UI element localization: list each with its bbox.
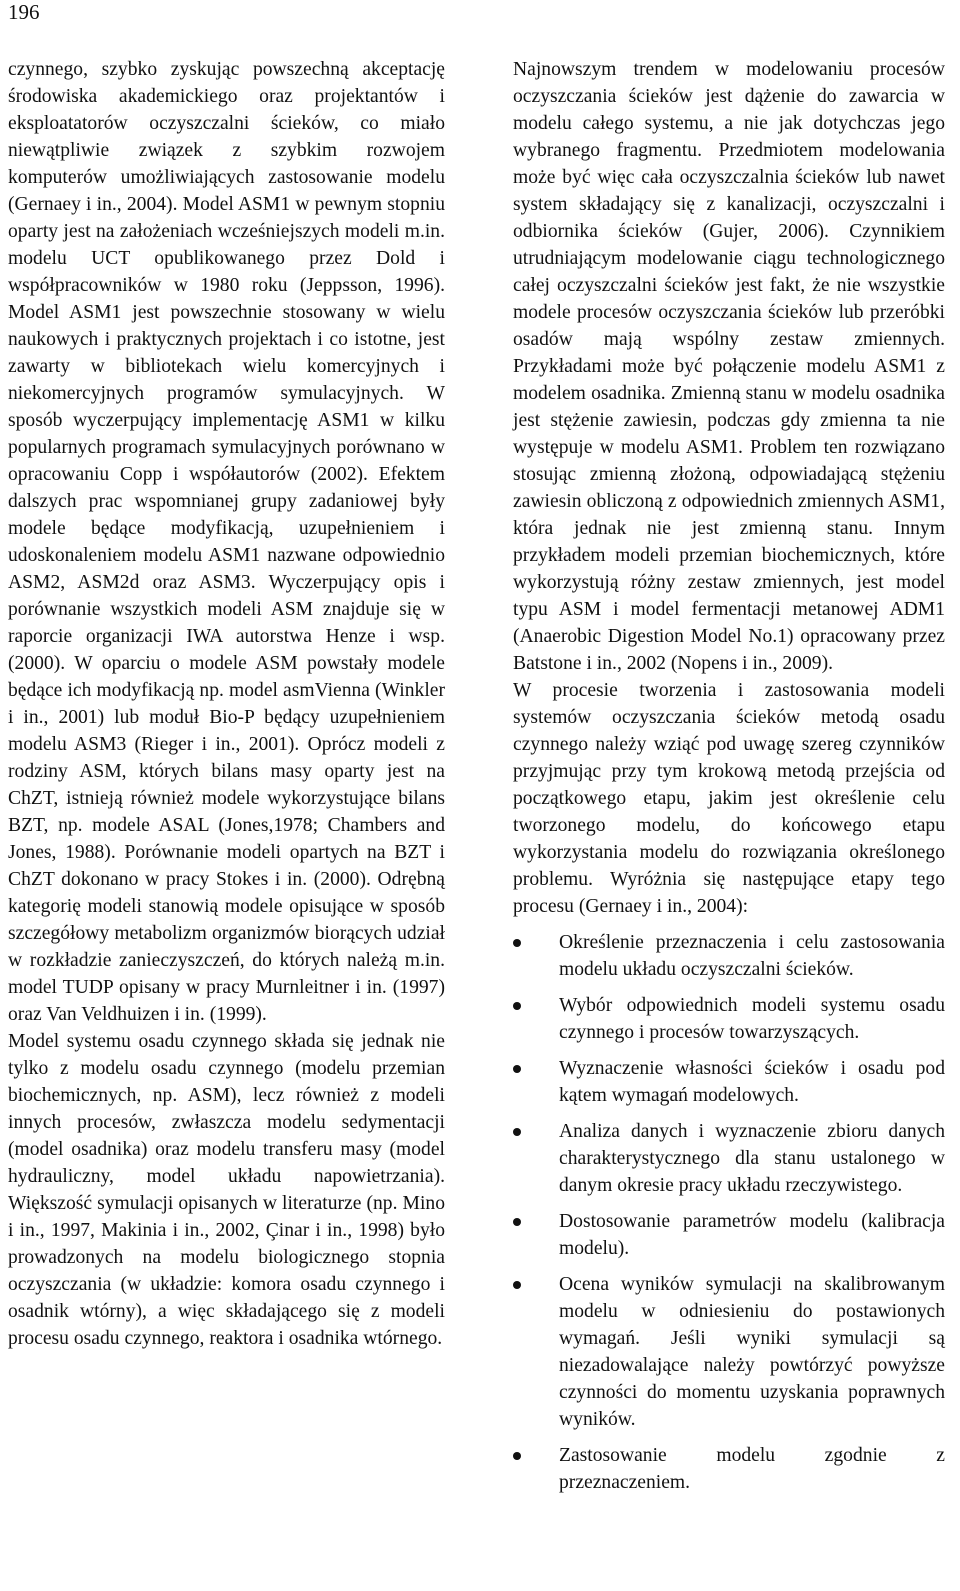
bullet-icon	[513, 939, 521, 947]
list-item	[513, 1442, 945, 1496]
list-item	[513, 1118, 945, 1199]
list-item-text: Wyznaczenie własności ścieków i osadu pod kątem wymagań modelowych.	[559, 1058, 945, 1106]
bullet-icon	[513, 1452, 521, 1460]
list-item	[513, 1208, 945, 1262]
bullet-icon	[513, 1281, 521, 1289]
list-item	[513, 1271, 945, 1433]
list-item-text: Ocena wyników symulacji na skalibrowanym modelu w odniesieniu do postawionych wymagań. Jeśli wyniki symulacji są niezadowalające należy powtórzyć powyższe czynności do momentu uzyskania poprawnych wyników.	[559, 1274, 945, 1430]
page-number: 196	[8, 0, 40, 24]
list-item-text: Określenie przeznaczenia i celu zastosowania modelu układu oczyszczalni ścieków.	[559, 932, 945, 980]
list-item-text: Zastosowanie modelu zgodnie z przeznaczeniem.	[559, 1445, 945, 1493]
list-item	[513, 992, 945, 1046]
list-item	[513, 1055, 945, 1109]
left-paragraph-1: czynnego, szybko zyskując powszechną akceptację środowiska akademickiego oraz projektantów i eksploatatorów oczyszczalni ścieków, co miało niewątpliwie związek z szybkim rozwojem komputerów umożliwiających zastosowanie modelu (Gernaey i in., 2004). Model ASM1 w pewnym stopniu oparty jest na założeniach wcześniejszych modeli m.in. modelu UCT opublikowanego przez Dold i współpracowników w 1980 roku (Jeppsson, 1996). Model ASM1 jest powszechnie stosowany w wielu naukowych i praktycznych projektach i co istotne, jest zawarty w bibliotekach wielu komercyjnych i niekomercyjnych programów symulacyjnych. W sposób wyczerpujący implementację ASM1 w kilku popularnych programach symulacyjnych porównano w opracowaniu Copp i współautorów (2002). Efektem dalszych prac wspomnianej grupy zadaniowej były modele będące modyfikacją, uzupełnieniem i udoskonaleniem modelu ASM1 nazwane odpowiednio ASM2, ASM2d oraz ASM3. Wyczerpujący opis i porównanie wszystkich modeli ASM znajduje się w raporcie organizacji IWA autorstwa Henze i wsp. (2000). W oparciu o modele ASM powstały modele będące ich modyfikacją np. model asmVienna (Winkler i in., 2001) lub moduł Bio-P będący uzupełnieniem modelu ASM3 (Rieger i in., 2001). Oprócz modeli z rodziny ASM, których bilans masy oparty jest na ChZT, istnieją również modele wykorzystujące bilans BZT, np. modele ASAL (Jones,1978; Chambers and Jones, 1988). Porównanie modeli opartych na BZT i ChZT dokonano w pracy Stokes i in. (2000). Odrębną kategorię modeli stanowią modele opisujące w sposób szczegółowy metabolizm organizmów biorących udział w rozkładzie zanieczyszczeń, do których należą m.in. model TUDP opisany w pracy Murnleitner i in. (1997) oraz Van Veldhuizen i in. (1999).	[8, 59, 445, 1025]
bullet-icon	[513, 1002, 521, 1010]
list-item-text: Wybór odpowiednich modeli systemu osadu czynnego i procesów towarzyszących.	[559, 995, 945, 1043]
right-column	[513, 56, 945, 1496]
process-steps-list	[513, 929, 945, 1496]
list-item-text: Dostosowanie parametrów modelu (kalibracja modelu).	[559, 1211, 945, 1259]
bullet-icon	[513, 1218, 521, 1226]
bullet-icon	[513, 1128, 521, 1136]
right-paragraph-2: W procesie tworzenia i zastosowania modeli systemów oczyszczania ścieków metodą osadu czynnego należy wziąć pod uwagę szereg czynników przyjmując przy tym krokową metodą przejścia od początkowego etapu, jakim jest określenie celu tworzonego modelu, do końcowego etapu wykorzystania modelu do rozwiązania określonego problemu. Wyróżnia się następujące etapy tego procesu (Gernaey i in., 2004):	[513, 680, 945, 917]
right-paragraph-1: Najnowszym trendem w modelowaniu procesów oczyszczania ścieków jest dążenie do zawarcia w modelu całego systemu, a nie jak dotychczas jego wybranego fragmentu. Przedmiotem modelowania może być więc cała oczyszczalnia ścieków lub nawet system składający się z kanalizacji, oczyszczalni i odbiornika ścieków (Gujer, 2006). Czynnikiem utrudniającym modelowanie ciągu technologicznego całej oczyszczalni ścieków jest fakt, że nie wszystkie modele procesów oczyszczania ścieków lub przeróbki osadów mają wspólny zestaw zmiennych. Przykładami może być połączenie modelu ASM1 z modelem osadnika. Zmienną stanu w modelu osadnika jest stężenie zawiesin, podczas gdy zmienna ta nie występuje w modelu ASM1. Problem ten rozwiązano stosując zmienną złożoną, odpowiadającą stężeniu zawiesin obliczoną z odpowiednich zmiennych ASM1, która jednak nie jest zmienną stanu. Innym przykładem modeli przemian biochemicznych, które wykorzystują różny zestaw zmiennych, jest model typu ASM i model fermentacji metanowej ADM1 (Anaerobic Digestion Model No.1) opracowany przez Batstone i in., 2002 (Nopens i in., 2009).	[513, 59, 945, 674]
list-item	[513, 929, 945, 983]
list-item-text: Analiza danych i wyznaczenie zbioru danych charakterystycznego dla stanu ustalonego w danym okresie pracy układu rzeczywistego.	[559, 1121, 945, 1196]
bullet-icon	[513, 1065, 521, 1073]
left-column	[8, 56, 445, 1352]
left-paragraph-2: Model systemu osadu czynnego składa się jednak nie tylko z modelu osadu czynnego (modelu przemian biochemicznych, np. ASM), lecz również z modeli innych procesów, zwłaszcza modelu sedymentacji (model osadnika) oraz modelu transferu masy (model hydrauliczny, model układu napowietrzania). Większość symulacji opisanych w literaturze (np. Mino i in., 1997, Makinia i in., 2002, Çinar i in., 1998) było prowadzonych na modelu biologicznego stopnia oczyszczania (w układzie: komora osadu czynnego i osadnik wtórny), a więc składającego się z modeli procesu osadu czynnego, reaktora i osadnika wtórnego.	[8, 1031, 445, 1349]
